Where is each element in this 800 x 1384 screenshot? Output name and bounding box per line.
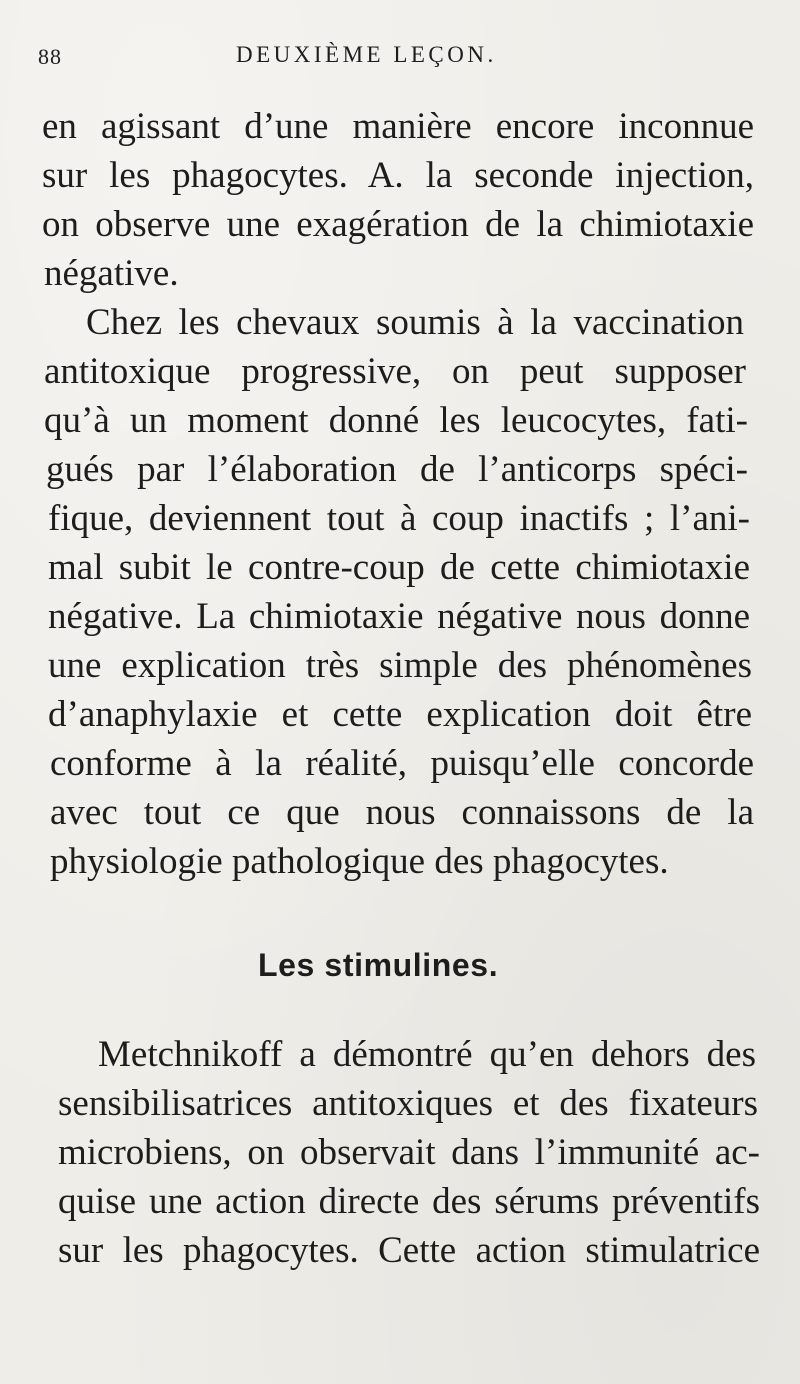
text-line: mal subit le contre-coup de cette chimiotaxie [48,547,750,588]
text-line: d’anaphylaxie et cette explication doit être [48,694,752,735]
text-line: une explication très simple des phénomènes [48,645,752,686]
text-line: en agissant d’une manière encore inconnue [42,106,754,147]
text-line: négative. La chimiotaxie négative nous donne [48,596,750,637]
text-line: physiologie pathologique des phagocytes. [50,841,669,882]
text-line: sur les phagocytes. A. la seconde injection, [42,155,754,196]
text-line: quise une action directe des sérums préventifs [58,1181,760,1222]
page-number: 88 [38,44,62,69]
text-line: avec tout ce que nous connaissons de la [50,792,754,833]
text-line: microbiens, on observait dans l’immunité ac- [58,1132,760,1173]
text-line: on observe une exagération de la chimiotaxie [42,204,754,245]
text-line: gués par l’élaboration de l’anticorps spéci- [46,449,748,490]
text-line: sur les phagocytes. Cette action stimulatrice [58,1230,760,1271]
section-title: Les stimulines. [258,947,499,983]
text-line: conforme à la réalité, puisqu’elle concorde [50,743,754,784]
text-line: fique, deviennent tout à coup inactifs ; l’ani- [48,498,750,539]
text-line: négative. [44,253,179,294]
page-header [38,40,538,80]
text-line: qu’à un moment donné les leucocytes, fati- [44,400,748,441]
text-line: Chez les chevaux soumis à la vaccination [86,302,744,343]
text-line: sensibilisatrices antitoxiques et des fixateurs [58,1083,758,1124]
text-line: antitoxique progressive, on peut supposer [44,351,746,392]
text-line: Metchnikoff a démontré qu’en dehors des [98,1034,756,1075]
running-head: DEUXIÈME LEÇON. [236,42,497,67]
